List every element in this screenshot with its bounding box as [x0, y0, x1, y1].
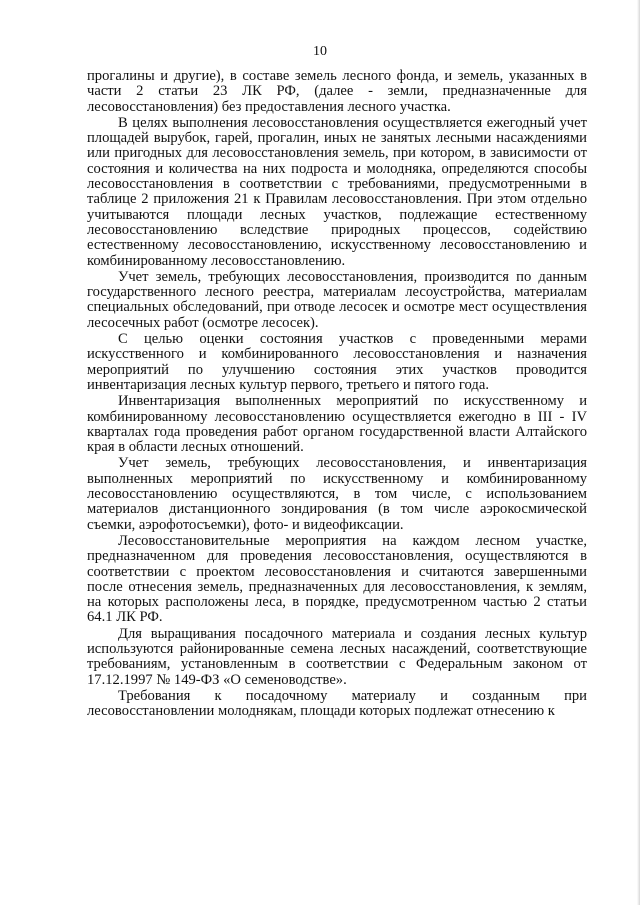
paragraph: Требования к посадочному материалу и созданным при лесовосстановлении молоднякам, площади которых подлежат отнесению к: [87, 687, 587, 720]
paragraph: Учет земель, требующих лесовосстановления, и инвентаризация выполненных мероприятий по искусственному и комбинированному лесовосстановлению осуществляются, в том числе, с использованием материалов дистанционного зондирования (в том числе аэрокосмической съемки, аэрофотосъемки), фото- и видеофиксации.: [87, 455, 587, 533]
page-number: 10: [313, 44, 327, 59]
paragraph: Для выращивания посадочного материала и создания лесных культур используются районированные семена лесных насаждений, соответствующие требованиям, установленным в соответствии с Федеральным законом от 17.12.1997 № 149-ФЗ «О семеноводстве».: [87, 625, 587, 688]
paragraph: прогалины и другие), в составе земель лесного фонда, и земель, указанных в части 2 статьи 23 ЛК РФ, (далее - земли, предназначенные для лесовосстановления) без предоставления лесного участка.: [87, 68, 587, 115]
document-body: [87, 69, 587, 719]
paragraph: Инвентаризация выполненных мероприятий по искусственному и комбинированному лесовосстановлению осуществляется ежегодно в III - IV кварталах года проведения работ органом государственной власти Алтайского края в области лесных отношений.: [87, 393, 587, 456]
paragraph: Лесовосстановительные мероприятия на каждом лесном участке, предназначенном для проведения лесовосстановления, осуществляются в соответствии с проектом лесовосстановления и считаются завершенными после отнесения земель, предназначенных для лесовосстановления, к землям, на которых расположены леса, в порядке, предусмотренном частью 2 статьи 64.1 ЛК РФ.: [87, 532, 587, 626]
paragraph: Учет земель, требующих лесовосстановления, производится по данным государственного лесного реестра, материалам лесоустройства, материалам специальных обследований, при отводе лесосек и осмотре мест осуществления лесосечных работ (осмотре лесосек).: [87, 268, 587, 331]
paragraph: В целях выполнения лесовосстановления осуществляется ежегодный учет площадей вырубок, гарей, прогалин, иных не занятых лесными насаждениями или пригодных для лесовосстановления земель, при котором, в зависимости от состояния и количества на них подроста и молодняка, определяются способы лесовосстановления в соответствии с требованиями, предусмотренными в таблице 2 приложения 21 к Правилам лесовосстановления. При этом отдельно учитываются площади лесных участков, подлежащие естественному лесовосстановлению вследствие природных процессов, содействию естественному лесовосстановлению, искусственному лесовосстановлению и комбинированному лесовосстановлению.: [87, 114, 587, 269]
paragraph: С целью оценки состояния участков с проведенными мерами искусственного и комбинированного лесовосстановления и назначения мероприятий по улучшению состояния этих участков проводится инвентаризация лесных культур первого, третьего и пятого года.: [87, 331, 587, 393]
